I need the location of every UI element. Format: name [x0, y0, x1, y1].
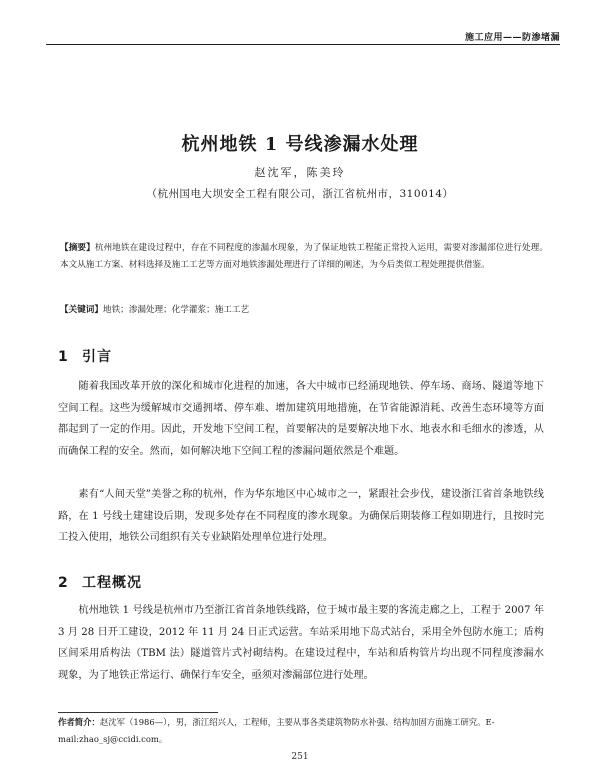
keywords-text: 地铁；渗漏处理；化学灌浆；施工工艺	[102, 305, 250, 315]
section-title: 引言	[82, 349, 112, 365]
section-heading	[58, 572, 142, 592]
abstract-text: 杭州地铁在建设过程中，存在不同程度的渗漏水现象，为了保证地铁工程能正常投入运用，需要对渗漏部位进行处理。本文从施工方案、材料选择及施工工艺等方面对地铁渗漏处理进行了详细的阐述，为今后类似工程处理提供借鉴。	[60, 243, 548, 270]
section-heading	[58, 346, 112, 366]
section-number: 2	[58, 575, 69, 591]
footnote-label: 作者简介：	[58, 717, 100, 727]
body-paragraph: 素有“人间天堂”美誉之称的杭州，作为华东地区中心城市之一，紧跟社会步伐，建设浙江省首条地铁线路，在 1 号线土建建设后期，发现多处存在不同程度的渗水现象。为确保后期装修工程如期进行，且按时完工投入使用，地铁公司组织有关专业缺陷处理单位进行处理。	[58, 489, 544, 543]
article-title: 杭州地铁 1 号线渗漏水处理	[181, 134, 419, 155]
abstract-label: 【摘要】	[60, 243, 95, 253]
footnote-divider	[58, 712, 218, 713]
body-paragraph: 杭州地铁 1 号线是杭州市乃至浙江省首条地铁线路，位于城市最主要的客流走廊之上，工程于 2007 年 3 月 28 日开工建设，2012 年 11 月 24 日正式运营。车站采用地下岛式站台，采用全外包防水施工；盾构区间采用盾构法（TBM 法）隧道管片式衬砌结构。在建设过程中，车站和盾构管片均出现不同程度渗漏水现象，为了地铁正常运行、确保行车安全，亟须对渗漏部位进行处理。	[58, 605, 544, 681]
affiliation: （杭州国电大坝安全工程有限公司，浙江省杭州市，310014）	[146, 188, 454, 200]
section-title: 工程概况	[82, 575, 142, 591]
body-paragraph: 随着我国改革开放的深化和城市化进程的加速，各大中城市已经涌现地铁、停车场、商场、隧道等地下空间工程。这些为缓解城市交通拥堵、停车难、增加建筑用地措施，在节省能源消耗、改善生态环境等方面都起到了一定的作用。因此，开发地下空间工程，首要解决的是要解决地下水、地表水和毛细水的渗透，从而确保工程的安全。然而，如何解决地下空间工程的渗漏问题依然是个难题。	[58, 381, 544, 457]
keywords-label: 【关键词】	[60, 305, 103, 315]
abstract	[60, 240, 548, 274]
keywords	[60, 302, 548, 319]
section-number: 1	[58, 349, 69, 365]
running-head	[46, 30, 560, 45]
footnote-text: 赵沈军（1986—），男，浙江绍兴人，工程师，主要从事各类建筑物防水补强、结构加固方面施工研究。E-mail:zhao_sj@ccidi.com。	[58, 717, 495, 744]
author-footnote	[58, 714, 544, 748]
running-head-text: 施工应用——防渗堵漏	[464, 33, 560, 43]
page-number: 251	[291, 752, 309, 762]
authors: 赵沈军，陈美玲	[254, 166, 346, 179]
